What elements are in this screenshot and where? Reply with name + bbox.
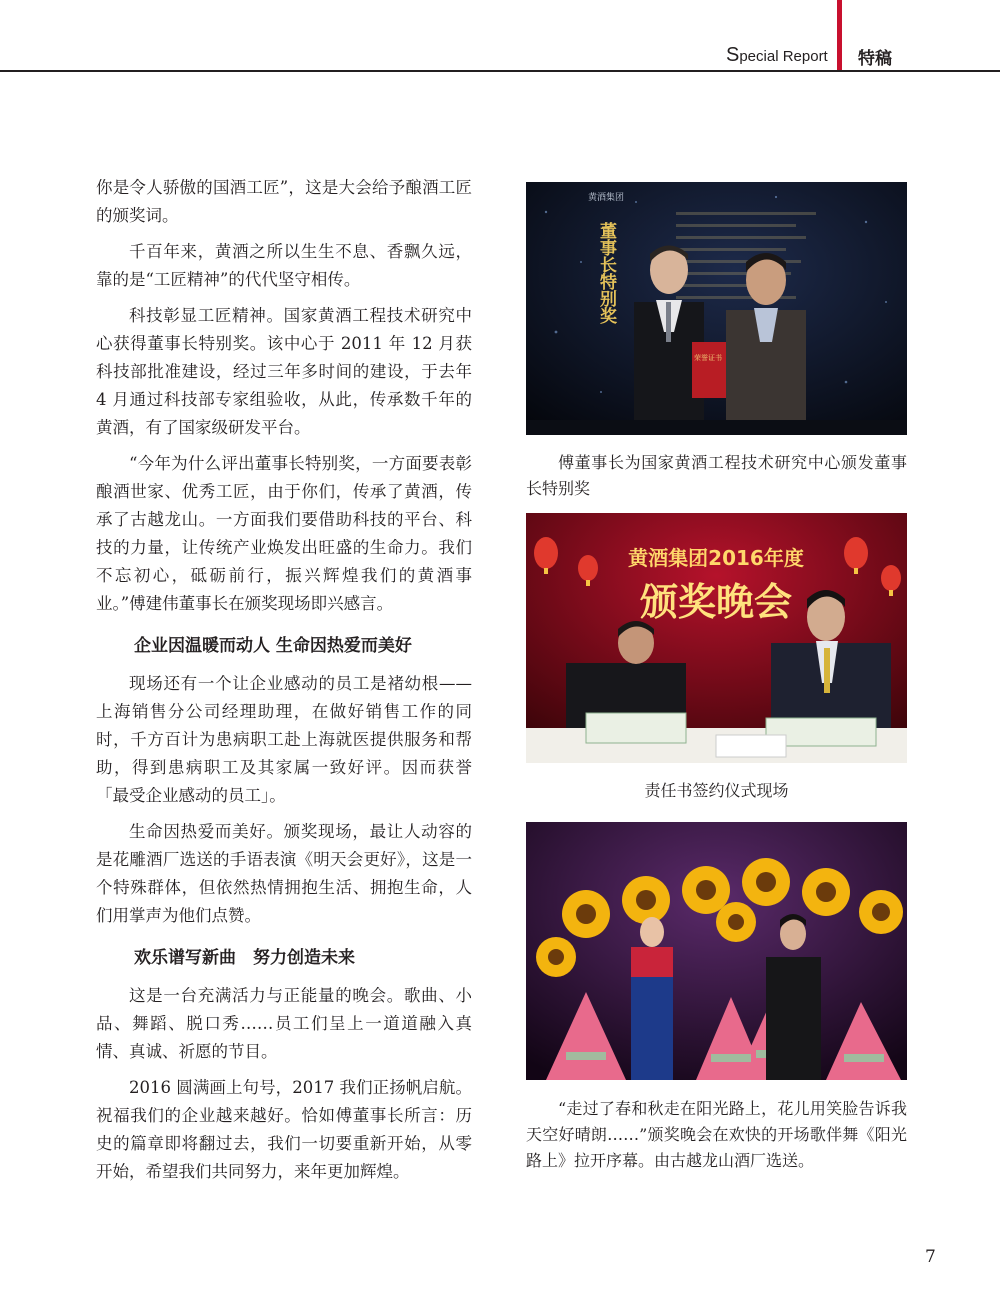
award-presentation-photo bbox=[526, 182, 907, 435]
article-paragraph: 现场还有一个让企业感动的员工是褚幼根——上海销售分公司经理助理，在做好销售工作的同时，千方百计为患病职工赴上海就医提供服务和帮助，得到患病职工及其家属一致好评。因而获誉「最受企业感动的员工」。 bbox=[96, 674, 472, 805]
header-accent-bar bbox=[837, 0, 842, 70]
article-paragraph: 这是一台充满活力与正能量的晚会。歌曲、小品、舞蹈、脱口秀……员工们呈上一道道融入真情、真诚、祈愿的节目。 bbox=[96, 986, 472, 1061]
section-title-en bbox=[726, 44, 828, 67]
photo1-banner: 董事长特别奖 bbox=[596, 222, 616, 324]
section-heading: 企业因温暖而动人 生命因热爱而美好 bbox=[134, 636, 412, 656]
photo2-banner-line2: 颁奖晚会 bbox=[639, 580, 793, 624]
photo1-certificate: 荣誉证书 bbox=[694, 354, 722, 362]
section-title-cn: 特稿 bbox=[858, 49, 892, 69]
photo2-banner-line1: 黄酒集团2016年度 bbox=[628, 546, 804, 570]
article-paragraph: “今年为什么评出董事长特别奖，一方面要表彰酿酒世家、优秀工匠，由于你们，传承了黄酒，传承了古越龙山。一方面我们要借助科技的平台、科技的力量，让传统产业焕发出旺盛的生命力。我们不忘初心，砥砺前行，振兴辉煌我们的黄酒事业。”傅建伟董事长在颁奖现场即兴感言。 bbox=[96, 454, 472, 613]
photo1-caption: 傅董事长为国家黄酒工程技术研究中心颁发董事长特别奖 bbox=[526, 453, 907, 498]
article-paragraph: 千百年来，黄酒之所以生生不息、香飘久远，靠的是“工匠精神”的代代坚守相传。 bbox=[96, 242, 472, 289]
section-title-en-rest: pecial Report bbox=[739, 48, 828, 65]
article-body bbox=[96, 174, 472, 1194]
photo1-logo: 黄酒集团 bbox=[588, 193, 625, 203]
stage-performance-photo bbox=[526, 822, 907, 1080]
photo2-caption: 责任书签约仪式现场 bbox=[644, 781, 789, 800]
page-number: 7 bbox=[925, 1247, 936, 1267]
section-title-en-initial: S bbox=[726, 44, 740, 66]
header-rule bbox=[0, 70, 1000, 72]
photo3-caption: “走过了春和秋走在阳光路上，花儿用笑脸告诉我天空好晴朗……”颁奖晚会在欢快的开场歌伴舞《阳光路上》拉开序幕。由古越龙山酒厂选送。 bbox=[526, 1099, 907, 1170]
article-paragraph: 科技彰显工匠精神。国家黄酒工程技术研究中心获得董事长特别奖。该中心于 2011 年 12 月获科技部批准建设，经过三年多时间的建设，于去年 4 月通过科技部专家组验收，从此，传承数千年的黄酒，有了国家级研发平台。 bbox=[96, 306, 472, 437]
article-paragraph: 2016 圆满画上句号，2017 我们正扬帆启航。祝福我们的企业越来越好。恰如傅董事长所言：历史的篇章即将翻过去，我们一切要重新开始，从零开始，希望我们共同努力，来年更加辉煌。 bbox=[96, 1078, 472, 1181]
section-heading: 欢乐谱写新曲 努力创造未来 bbox=[134, 948, 355, 968]
article-paragraph: 你是令人骄傲的国酒工匠”，这是大会给予酿酒工匠的颁奖词。 bbox=[96, 178, 472, 225]
signing-ceremony-photo bbox=[526, 513, 907, 763]
article-paragraph: 生命因热爱而美好。颁奖现场，最让人动容的是花雕酒厂选送的手语表演《明天会更好》，这是一个特殊群体，但依然热情拥抱生活、拥抱生命，人们用掌声为他们点赞。 bbox=[96, 822, 472, 925]
